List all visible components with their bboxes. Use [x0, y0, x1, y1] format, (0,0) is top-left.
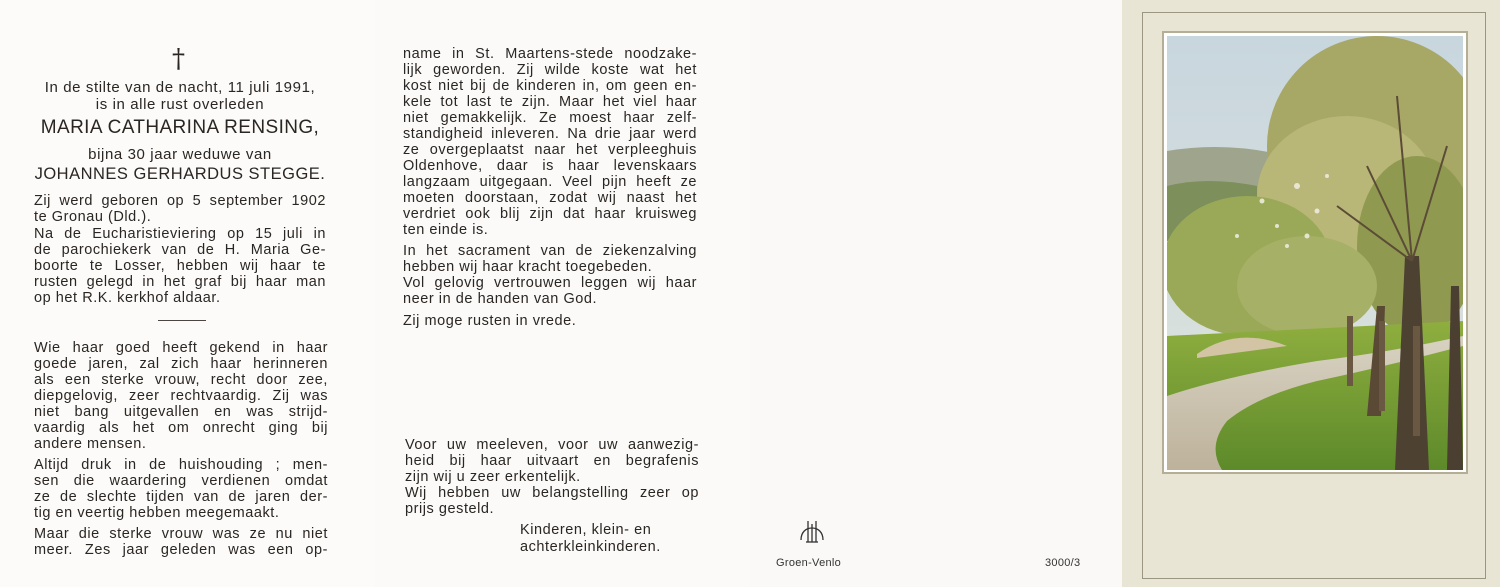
funeral-line: de parochiekerk van de H. Maria Ge-	[34, 242, 326, 258]
continued-line: kost niet bij de kinderen in, om geen en-	[403, 78, 697, 94]
spouse-name: JOHANNES GERHARDUS STEGGE.	[34, 165, 326, 183]
continued-line: lijk geworden. Zij wilde koste wat het	[403, 62, 697, 78]
household-line: Altijd druk in de huishouding ; men-	[34, 457, 328, 473]
cross-icon: †	[172, 44, 185, 74]
thanks-line: zijn wij u zeer erkentelijk.	[405, 469, 581, 485]
continued-line: ze overgeplaatst naar het verpleeghuis	[403, 142, 697, 158]
continued-line: name in St. Maartens-stede noodzake-	[403, 46, 697, 62]
deceased-name: MARIA CATHARINA RENSING,	[40, 117, 320, 138]
intro-line: In de stilte van de nacht, 11 juli 1991,	[44, 79, 316, 96]
continued-line: kele tot last te zijn. Maar het viel haar	[403, 94, 697, 110]
funeral-line: rusten gelegd in het graf bij haar man	[34, 274, 326, 290]
card-panel-1	[0, 0, 375, 587]
continued-line: verdriet ook blij zijn dat haar kruisweg	[403, 206, 697, 222]
funeral-line: Na de Eucharistieviering op 15 juli in	[34, 226, 326, 242]
continued-line: ten einde is.	[403, 222, 489, 238]
thanks-line: prijs gesteld.	[405, 501, 495, 517]
signature-line: achterkleinkinderen.	[520, 539, 661, 555]
birth-line: te Gronau (Dld.).	[34, 209, 152, 225]
memory-line: vaardig als het om onrecht ging bij	[34, 420, 328, 436]
funeral-line: op het R.K. kerkhof aldaar.	[34, 290, 221, 306]
printer-name: Groen-Venlo	[776, 557, 842, 569]
relation-line: bijna 30 jaar weduwe van	[88, 146, 272, 163]
memory-line: goede jaren, zal zich haar herinneren	[34, 356, 328, 372]
strong-line: Maar die sterke vrouw was ze nu niet	[34, 526, 328, 542]
thanks-line: Wij hebben uw belangstelling zeer op	[405, 485, 699, 501]
landscape-photo-icon	[1167, 36, 1463, 470]
household-line: ze de slechte tijden van de jaren der-	[34, 489, 328, 505]
sacrament-line: In het sacrament van de ziekenzalving	[403, 243, 697, 259]
rest-line: Zij moge rusten in vrede.	[403, 313, 577, 329]
intro-line: is in alle rust overleden	[95, 96, 265, 113]
memory-line: andere mensen.	[34, 436, 147, 452]
continued-line: Oldenhove, daar is haar levenskaars	[403, 158, 697, 174]
memory-line: als een sterke vrouw, recht door zee,	[34, 372, 328, 388]
birth-line: Zij werd geboren op 5 september 1902	[34, 193, 326, 209]
continued-line: moeten doorstaan, zodat wij naast het	[403, 190, 697, 206]
card-panel-2	[375, 0, 750, 587]
memory-line: niet bang uitgevallen en was strijd-	[34, 404, 328, 420]
memory-line: Wie haar goed heeft gekend in haar	[34, 340, 328, 356]
sacrament-line: neer in de handen van God.	[403, 291, 598, 307]
continued-line: langzaam uitgegaan. Veel pijn heeft ze	[403, 174, 697, 190]
funeral-line: boorte te Losser, hebben wij haar te	[34, 258, 326, 274]
thanks-line: heid bij haar uitvaart en begrafenis	[405, 453, 699, 469]
strong-line: meer. Zes jaar geleden was een op-	[34, 542, 328, 558]
printer-logo-icon	[797, 518, 827, 548]
divider	[158, 320, 206, 321]
memory-line: diepgelovig, zeer rechtvaardig. Zij was	[34, 388, 328, 404]
continued-line: niet gemakkelijk. Ze moest haar zelf-	[403, 110, 697, 126]
sacrament-line: hebben wij haar kracht toegebeden.	[403, 259, 653, 275]
card-panel-3	[750, 0, 1122, 587]
sacrament-line: Vol gelovig vertrouwen leggen wij haar	[403, 275, 697, 291]
continued-line: standigheid inleveren. Na drie jaar werd	[403, 126, 697, 142]
signature-line: Kinderen, klein- en	[520, 522, 652, 538]
thanks-line: Voor uw meeleven, voor uw aanwezig-	[405, 437, 699, 453]
landscape-photo	[1167, 36, 1463, 470]
print-code: 3000/3	[1045, 557, 1081, 569]
household-line: sen die waardering verdienen omdat	[34, 473, 328, 489]
household-line: tig en veertig hebben meegemaakt.	[34, 505, 280, 521]
